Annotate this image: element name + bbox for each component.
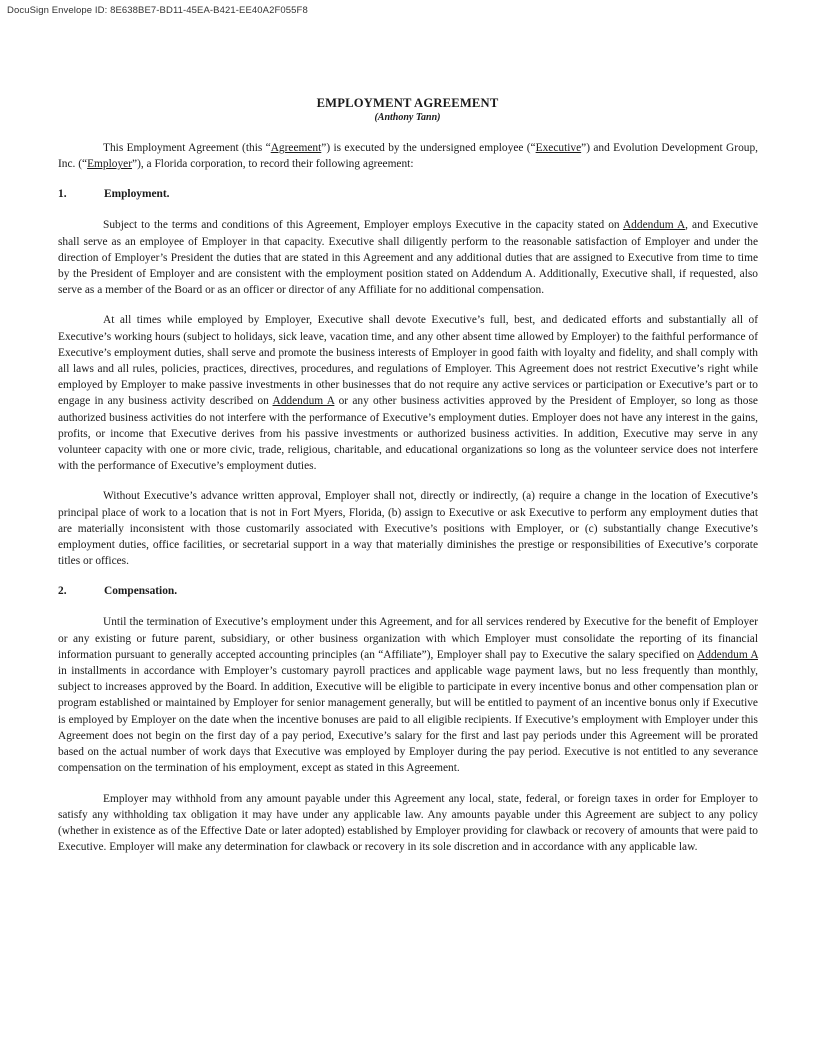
section-1-paragraph-1	[58, 217, 758, 298]
section-2-p1-text-2: in installments in accordance with Employer’s customary payroll practices and applicable wage payment laws, but no less frequently than monthly, subject to increases approved by the Board. In addition, Executive will be eligible to participate in every incentive bonus and other compensation plan or program established or maintained by Employer for senior management generally, but will be entitled to payment of an incentive bonus only if Executive is employed by Employer on the date when the incentive bonuses are paid to all eligible recipients. If Executive’s employment with Employer under this Agreement does not begin on the first day of a pay period, Executive’s salary for the first and last pay periods under this Agreement will be prorated based on the actual number of work days that Executive was employed by Employer during the pay period. Executive is not entitled to any severance compensation on the termination of his employment, except as stated in this Agreement.	[58, 665, 758, 775]
section-2-paragraph-1	[58, 614, 758, 776]
intro-text-4: ”), a Florida corporation, to record their following agreement:	[132, 158, 414, 171]
section-1-p1-text-1: Subject to the terms and conditions of this Agreement, Employer employs Executive in the capacity stated on	[103, 219, 623, 232]
section-1-p1-text-2: , and Executive shall serve as an employee of Employer in that capacity. Executive shall diligently perform to the reasonable satisfaction of Employer and under the direction of Employer’s President the duties that are stated in this Agreement and any additional duties that are assigned to Executive from time to time by the President of Employer and are consistent with the employment position stated on Addendum A. Additionally, Executive shall, if requested, also serve as a member of the Board or as an officer or director of any Affiliate for no additional compensation.	[58, 219, 758, 297]
section-2-title: Compensation.	[104, 585, 178, 598]
intro-text-1: This Employment Agreement (this “	[103, 142, 271, 154]
defined-term-executive: Executive	[535, 142, 582, 154]
envelope-id-header: DocuSign Envelope ID: 8E638BE7-BD11-45EA-B421-EE40A2F055F8	[7, 5, 308, 16]
section-1-p2-text-1: At all times while employed by Employer, Executive shall devote Executive’s full, best, and dedicated efforts and substantially all of Executive’s working hours (subject to holidays, sick leave, vacation time, and any other absent time allowed by Employer) to the faithful performance of Executive’s employment duties, shall serve and promote the business interests of Employer in good faith with loyalty and fidelity, and shall comply with all laws and all rules, policies, practices, directives, procedures, and regulations of Employer. This Agreement does not restrict Executive’s right while employed by Employer to make passive investments in other businesses that do not require any active services or participation or Executive’s part or to engage in any business activity described on	[58, 314, 758, 408]
document-body	[58, 140, 758, 869]
addendum-a-reference: Addendum A	[272, 395, 335, 408]
document-title: EMPLOYMENT AGREEMENT	[316, 96, 499, 110]
section-1-number: 1.	[58, 188, 67, 201]
section-1-p2-text-2: or any other business activities approved by the President of Employer, so long as those authorized business activities do not interfere with the performance of Executive’s employment duties. Employer does not have any interest in the gains, profits, or income that Executive derives from his passive investments or authorized business activities. In addition, Executive may serve in any volunteer capacity with one or more civic, trade, religious, charitable, and educational organizations so long as the volunteer service does not interfere with the performance of Executive’s employment duties.	[58, 395, 758, 473]
defined-term-agreement: Agreement	[270, 142, 322, 154]
intro-text-2: ”) is executed by the undersigned employee (“	[321, 142, 536, 154]
document-subtitle: (Anthony Tann)	[374, 112, 441, 123]
section-2-number: 2.	[58, 585, 67, 598]
section-2-paragraph-2: Employer may withhold from any amount payable under this Agreement any local, state, federal, or foreign taxes in order for Employer to satisfy any withholding tax obligation it may have under any applicable law. Any amounts payable under this Agreement are subject to any policy (whether in existence as of the Effective Date or later adopted) established by Employer providing for clawback or recovery of amounts that were paid to Executive. Employer will make any determination for clawback or recovery in its sole discretion and in accordance with any applicable law.	[58, 792, 758, 854]
addendum-a-reference: Addendum A	[622, 219, 686, 232]
title-block	[0, 96, 815, 123]
addendum-a-reference: Addendum A	[697, 648, 758, 661]
section-2-heading	[58, 583, 758, 599]
intro-text-3: ”) and Evolution Development Group, Inc. (“	[58, 142, 758, 171]
defined-term-employer: Employer	[87, 158, 133, 171]
section-2-p1-text-1: Until the termination of Executive’s employment under this Agreement, and for all services rendered by Executive for the benefit of Employer or any existing or future parent, subsidiary, or other business organization with which Employer must consolidate the reporting of its financial information pursuant to generally accepted accounting principles (an “Affiliate”), Employer shall pay to Executive the salary specified on	[58, 616, 758, 661]
section-1-heading	[58, 186, 758, 202]
intro-paragraph	[58, 140, 758, 172]
section-1-paragraph-3: Without Executive’s advance written approval, Employer shall not, directly or indirectly, (a) require a change in the location of Executive’s principal place of work to a location that is not in Fort Myers, Florida, (b) assign to Executive or ask Executive to perform any employment duties that are materially inconsistent with those customarily associated with Executive’s positions with Employer, or (c) substantially change Executive’s employment duties, office facilities, or secretarial support in a way that materially diminishes the prestige or responsibilities of Executive’s corporate titles or offices.	[58, 490, 758, 568]
section-1-paragraph-2	[58, 312, 758, 474]
section-1-title: Employment.	[104, 188, 170, 201]
